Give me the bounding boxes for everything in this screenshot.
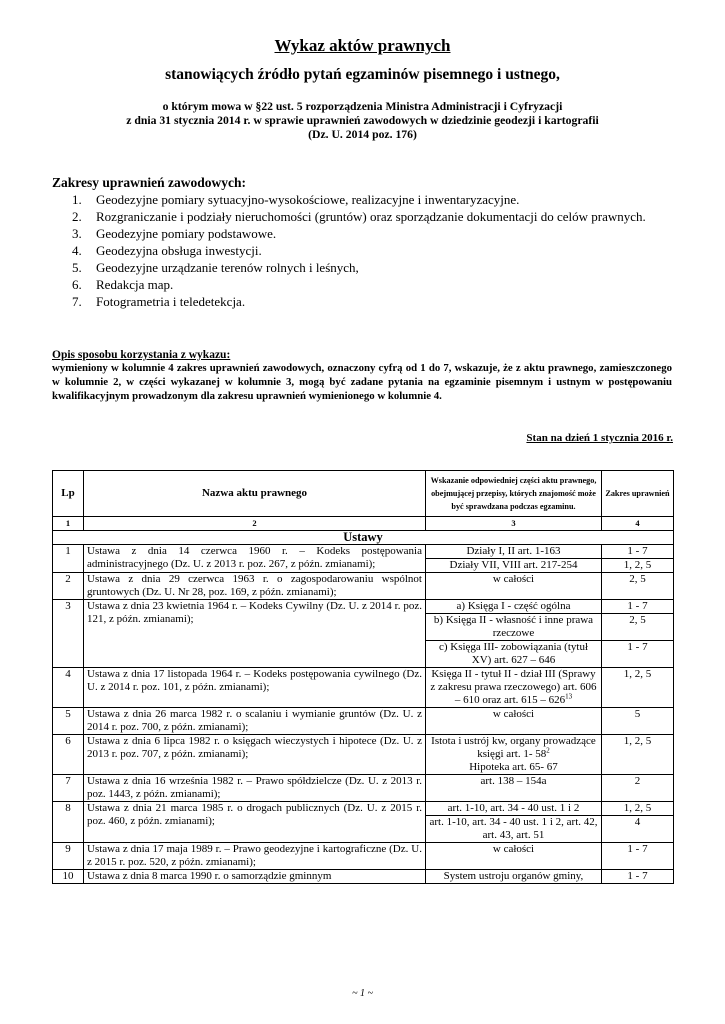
table-row	[53, 735, 674, 775]
row-part	[426, 816, 602, 843]
row-scope: 5	[602, 708, 674, 735]
document-title: Wykaz aktów prawnych	[274, 36, 451, 55]
row-scope: 1 - 7	[602, 600, 674, 614]
row-part	[426, 735, 602, 775]
row-lp: 2	[53, 573, 84, 600]
row-act-name: Ustawa z dnia 29 czerwca 1963 r. o zagospodarowaniu wspólnot gruntowych (Dz. U. Nr 28, poz. 169, z późn. zmianami);	[84, 573, 426, 600]
scope-item	[72, 242, 672, 259]
table-row	[53, 870, 674, 884]
row-act-name: Ustawa z dnia 23 kwietnia 1964 r. – Kodeks Cywilny (Dz. U. z 2014 r. poz. 121, z późn. zmianami);	[84, 600, 426, 668]
column-number: 4	[602, 517, 674, 531]
document-subtitle: stanowiących źródło pytań egzaminów pisemnego i ustnego,	[165, 66, 560, 83]
scope-item-text: Redakcja map.	[96, 277, 174, 292]
scope-item-text: Rozgraniczanie i podziały nieruchomości (gruntów) oraz sporządzanie dokumentacji do celów prawnych.	[96, 209, 646, 224]
scope-item-number: 5.	[72, 260, 82, 275]
column-number: 2	[84, 517, 426, 531]
row-part	[426, 559, 602, 573]
row-part-text: b) Księga II - własność i inne prawa rzeczowe	[433, 614, 594, 639]
howto-heading: Opis sposobu korzystania z wykazu:	[52, 349, 231, 361]
header-part: Wskazanie odpowiedniej części aktu prawnego, obejmującej przepisy, których znajomość może być sprawdzana podczas egzaminu.	[426, 471, 602, 517]
row-part-text: Księga II - tytuł II - dział III (Sprawy z zakresu prawa rzeczowego) art. 606 – 610 oraz art. 615 – 626	[430, 668, 597, 706]
scope-item	[72, 208, 672, 225]
row-part	[426, 668, 602, 708]
header-lp: Lp	[53, 471, 84, 517]
row-lp: 10	[53, 870, 84, 884]
section-heading: Ustawy	[53, 531, 674, 545]
row-act-name: Ustawa z dnia 21 marca 1985 r. o drogach publicznych (Dz. U. z 2015 r. poz. 460, z późn. zmianami);	[84, 802, 426, 843]
row-part	[426, 600, 602, 614]
row-act-name: Ustawa z dnia 17 listopada 1964 r. – Kodeks postępowania cywilnego (Dz. U. z 2014 r. poz. 101, z późn. zmianami);	[84, 668, 426, 708]
table-row	[53, 843, 674, 870]
table-row	[53, 573, 674, 600]
header-name: Nazwa aktu prawnego	[84, 471, 426, 517]
row-part	[426, 775, 602, 802]
regulation-line: (Dz. U. 2014 poz. 176)	[308, 128, 417, 141]
row-part	[426, 614, 602, 641]
row-lp: 7	[53, 775, 84, 802]
scope-item-text: Geodezyjne pomiary sytuacyjno-wysokościowe, realizacyjne i inwentaryzacyjne.	[96, 192, 520, 207]
row-part-text: art. 1-10, art. 34 - 40 ust. 1 i 2	[447, 802, 580, 814]
row-scope: 1 - 7	[602, 843, 674, 870]
row-part-text: w całości	[492, 708, 535, 720]
header-scope: Zakres uprawnień	[602, 471, 674, 517]
row-scope: 4	[602, 816, 674, 843]
row-scope: 2, 5	[602, 573, 674, 600]
scope-item-text: Geodezyjna obsługa inwestycji.	[96, 243, 262, 258]
table-row	[53, 775, 674, 802]
table-row	[53, 802, 674, 816]
row-lp: 5	[53, 708, 84, 735]
scope-item-number: 6.	[72, 277, 82, 292]
row-scope: 1, 2, 5	[602, 668, 674, 708]
row-scope: 2	[602, 775, 674, 802]
page-number: ~ 1 ~	[352, 988, 373, 999]
row-scope: 1, 2, 5	[602, 802, 674, 816]
row-part-text: Istota i ustrój kw, organy prowadzące księgi art. 1- 58	[431, 735, 596, 760]
row-act-name: Ustawa z dnia 26 marca 1982 r. o scalaniu i wymianie gruntów (Dz. U. z 2014 r. poz. 700, z późn. zmianami);	[84, 708, 426, 735]
row-part	[426, 573, 602, 600]
row-part-text: System ustroju organów gminy,	[443, 870, 584, 882]
row-lp: 8	[53, 802, 84, 843]
row-scope: 1 - 7	[602, 641, 674, 668]
table-body	[53, 545, 674, 884]
scope-item-number: 7.	[72, 294, 82, 309]
row-lp: 9	[53, 843, 84, 870]
regulation-line: o którym mowa w §22 ust. 5 rozporządzenia Ministra Administracji i Cyfryzacji	[162, 100, 563, 113]
row-act-name: Ustawa z dnia 16 września 1982 r. – Prawo spółdzielcze (Dz. U. z 2013 r. poz. 1443, z późn. zmianami);	[84, 775, 426, 802]
scope-item	[72, 259, 672, 276]
scope-item-text: Fotogrametria i teledetekcja.	[96, 294, 246, 309]
table-row	[53, 668, 674, 708]
row-part-text: Hipoteka art. 65- 67	[469, 761, 558, 773]
scope-item-text: Geodezyjne urządzanie terenów rolnych i leśnych,	[96, 260, 359, 275]
row-scope: 1, 2, 5	[602, 735, 674, 775]
row-part-text: Działy VII, VIII art. 217-254	[449, 559, 578, 571]
row-part-text: c) Księga III- zobowiązania (tytuł XV) art. 627 – 646	[438, 641, 589, 666]
row-scope: 2, 5	[602, 614, 674, 641]
row-lp: 1	[53, 545, 84, 573]
row-act-name: Ustawa z dnia 8 marca 1990 r. o samorządzie gminnym	[84, 870, 426, 884]
status-date: Stan na dzień 1 stycznia 2016 r.	[526, 432, 673, 444]
row-part-text: art. 1-10, art. 34 - 40 ust. 1 i 2, art. 42, art. 43, art. 51	[429, 816, 598, 841]
scope-item-number: 2.	[72, 209, 82, 224]
row-scope: 1 - 7	[602, 545, 674, 559]
scopes-heading: Zakresy uprawnień zawodowych:	[52, 175, 247, 190]
table-row	[53, 708, 674, 735]
regulation-line: z dnia 31 stycznia 2014 r. w sprawie uprawnień zawodowych w dziedzinie geodezji i kartografii	[126, 114, 599, 127]
row-part-superscript: 2	[546, 746, 550, 755]
row-lp: 6	[53, 735, 84, 775]
row-part	[426, 708, 602, 735]
scope-item-number: 1.	[72, 192, 82, 207]
row-part	[426, 843, 602, 870]
scope-item-number: 3.	[72, 226, 82, 241]
row-part-text: art. 138 – 154a	[480, 775, 547, 787]
row-part	[426, 870, 602, 884]
row-act-name: Ustawa z dnia 6 lipca 1982 r. o księgach wieczystych i hipotece (Dz. U. z 2013 r. poz. 707, z późn. zmianami);	[84, 735, 426, 775]
scope-item	[72, 225, 672, 242]
scope-item	[72, 293, 672, 310]
row-part	[426, 545, 602, 559]
column-number: 3	[426, 517, 602, 531]
row-scope: 1 - 7	[602, 870, 674, 884]
row-part-text: w całości	[492, 843, 535, 855]
legal-acts-table	[52, 470, 674, 884]
column-number: 1	[53, 517, 84, 531]
row-part-text: a) Księga I - część ogólna	[456, 600, 571, 612]
row-lp: 3	[53, 600, 84, 668]
row-lp: 4	[53, 668, 84, 708]
row-act-name: Ustawa z dnia 14 czerwca 1960 r. – Kodeks postępowania administracyjnego (Dz. U. z 2013 r. poz. 267, z późn. zmianami);	[84, 545, 426, 573]
scope-item-number: 4.	[72, 243, 82, 258]
table-row	[53, 600, 674, 614]
scope-item	[72, 276, 672, 293]
scopes-list	[72, 191, 672, 310]
row-part	[426, 802, 602, 816]
row-act-name: Ustawa z dnia 17 maja 1989 r. – Prawo geodezyjne i kartograficzne (Dz. U. z 2015 r. poz. 520, z późn. zmianami);	[84, 843, 426, 870]
regulation-reference	[40, 100, 685, 142]
row-part	[426, 641, 602, 668]
scope-item-text: Geodezyjne pomiary podstawowe.	[96, 226, 277, 241]
table-row	[53, 545, 674, 559]
row-part-text: Działy I, II art. 1-163	[466, 545, 561, 557]
row-part-text: w całości	[492, 573, 535, 585]
row-part-superscript: 13	[565, 692, 573, 701]
howto-text: wymieniony w kolumnie 4 zakres uprawnień zawodowych, oznaczony cyfrą od 1 do 7, wskazuje, że z aktu prawnego, zamieszczonego w kolumnie 2, w części wykazanej w kolumnie 3, mogą być zadane pytania na egzaminie pisemnym i ustnym w postępowaniu kwalifikacyjnym prowadzonym dla zakresu uprawnień wymienionego w kolumnie 4.	[52, 362, 672, 402]
row-scope: 1, 2, 5	[602, 559, 674, 573]
scope-item	[72, 191, 672, 208]
